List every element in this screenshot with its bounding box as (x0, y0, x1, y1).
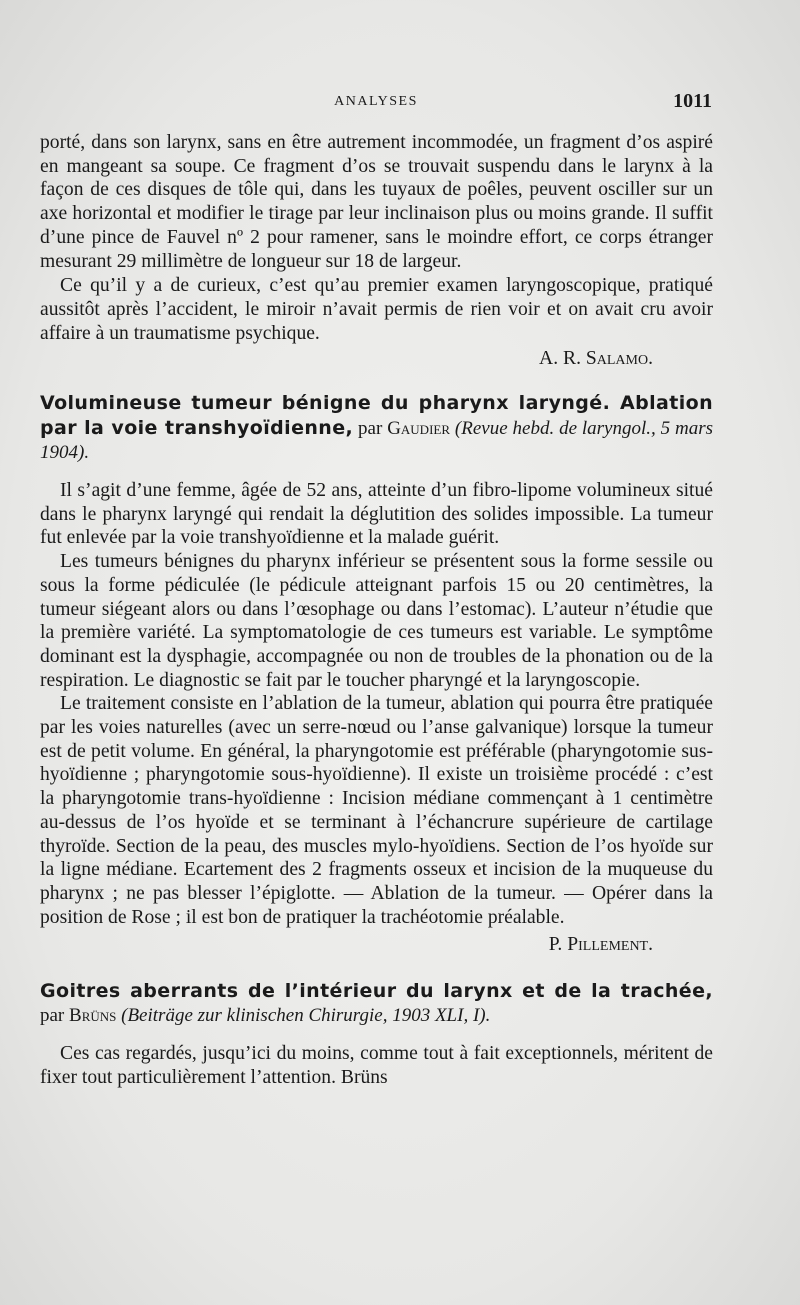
paragraph: Il s’agit d’une femme, âgée de 52 ans, atteinte d’un fibro-lipome volumineux situé dans le pharynx laryngé qui rendait la déglutition des solides impossible. La tumeur fut enlevée par la voie transhyoïdienne et la malade guérit. (40, 480, 713, 549)
article-author: Gaudier (387, 418, 451, 440)
article-reference: (Beiträge zur klinischen Chirurgie, 1903 XLI, I). (121, 1005, 491, 1027)
article-reference: (Revue hebd. de laryngol., 5 mars 1904). (40, 418, 714, 464)
article-heading (40, 391, 713, 465)
article-by: par (358, 418, 383, 440)
page-number: 1011 (673, 90, 712, 112)
article-title: Volumineuse tumeur bénigne du pharynx laryngé. Ablation par la voie transhyoïdienne, (40, 392, 713, 440)
paragraph: Ces cas regardés, jusqu’ici du moins, comme tout à fait exceptionnels, méritent de fixer tout particulièrement l’attention. Brüns (40, 1043, 713, 1088)
page-body (40, 131, 713, 1090)
article-by: par (40, 1005, 65, 1027)
signature: P. Pillement. (548, 934, 653, 956)
paragraph: Le traitement consiste en l’ablation de la tumeur, ablation qui pourra être pratiquée par les voies naturelles (avec un serre-nœud ou l’anse galvanique) lorsque la tumeur est de petit volume. En général, la pharyngotomie est préférable (pharyngotomie sus-hyoïdienne ; pharyngotomie sous-hyoïdienne). Il existe un troisième procédé : c’est la pharyngotomie trans-hyoïdienne : Incision médiane commençant à 1 centimètre au-dessus de l’os hyoïde et se terminant à l’échancrure supérieure de cartilage thyroïde. Section de la peau, des muscles mylo-hyoïdiens. Section de l’os hyoïde sur la ligne médiane. Ecartement des 2 fragments osseux et incision de la muqueuse du pharynx ; ne pas blesser l’épiglotte. — Ablation de la tumeur. — Opérer dans la position de Rose ; il est bon de pratiquer la trachéotomie préalable. (40, 693, 713, 928)
running-title: ANALYSES (334, 94, 418, 109)
article-title: Goitres aberrants de l’intérieur du larynx et de la trachée, (40, 980, 713, 1003)
paragraph: Les tumeurs bénignes du pharynx inférieur se présentent sous la forme sessile ou sous la forme pédiculée (le pédicule atteignant parfois 15 ou 20 centimètres, la tumeur siégeant alors ou dans l’œsophage ou dans l’estomac). L’auteur n’étudie que la première variété. La symptomatologie de ces tumeurs est variable. Le symptôme dominant est la dysphagie, accompagnée ou non de troubles de la phonation ou de la respiration. Le diagnostic se fait par le toucher pharyngé et la laryngoscopie. (40, 551, 713, 691)
paragraph: Ce qu’il y a de curieux, c’est qu’au premier examen laryngoscopique, pratiqué aussitôt après l’accident, le miroir n’avait permis de rien voir et on avait cru avoir affaire à un traumatisme psychique. (40, 275, 713, 344)
paragraph: porté, dans son larynx, sans en être autrement incommodée, un fragment d’os aspiré en mangeant sa soupe. Ce fragment d’os se trouvait suspendu dans le larynx à la façon de ces disques de tôle qui, dans les tuyaux de poêles, peuvent osciller sur un axe horizontal et modifier le tirage par leur inclinaison plus ou moins grande. Il suffit d’une pince de Fauvel nº 2 pour ramener, sans le moindre effort, ce corps étranger mesurant 29 millimètre de longueur sur 18 de largeur. (40, 132, 713, 272)
signature: A. R. Salamo. (539, 348, 653, 370)
running-header (40, 90, 712, 116)
article-heading (40, 979, 713, 1028)
article-author: Brüns (69, 1005, 117, 1027)
